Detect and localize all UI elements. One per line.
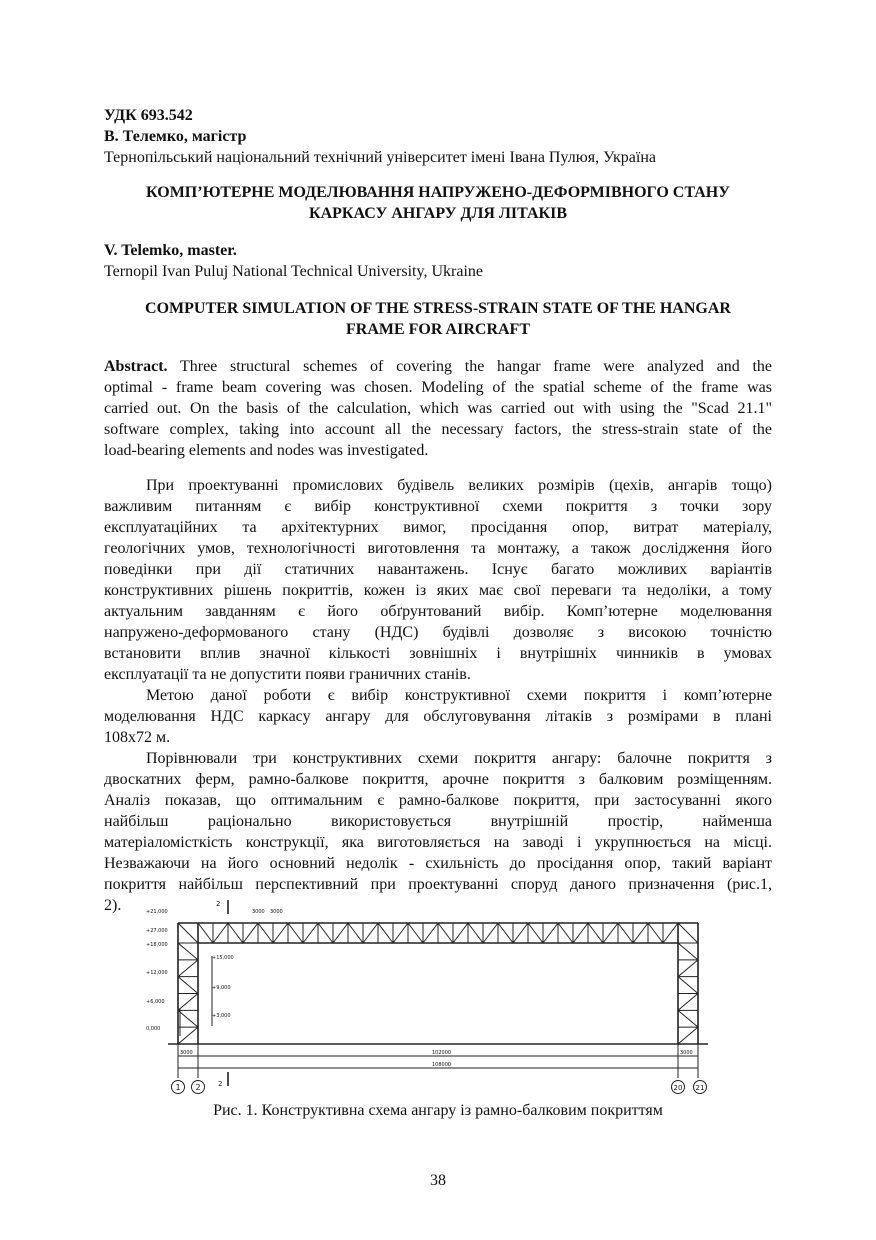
level-label: 0,000 <box>146 1026 161 1032</box>
level-label: +15,000 <box>212 955 234 961</box>
column-diagonal <box>178 994 198 1011</box>
truss-diagonal <box>318 923 333 943</box>
body-line: актуальним завданням є його обґрунтований вибір. Комп’ютерне моделювання <box>104 603 772 620</box>
truss-diagonal <box>438 923 453 943</box>
truss-diagonal <box>603 923 618 943</box>
right-column-web <box>678 923 698 1044</box>
level-label: +21,000 <box>146 909 168 915</box>
body-line: експлуатації та не допустити появи граничних станів. <box>104 666 471 683</box>
dimension-label: 3000 <box>680 1050 693 1056</box>
column-diagonal <box>678 1010 698 1027</box>
column-diagonal <box>678 977 698 994</box>
truss-diagonal <box>408 923 423 943</box>
truss-diagonal <box>423 923 438 943</box>
figure-caption: Рис. 1. Конструктивна схема ангару із рамно-балковим покриттям <box>213 1102 663 1119</box>
body-line: 2). <box>104 897 122 914</box>
body-line: найбільш раціонально використовується внутрішній простір, найменша <box>104 813 772 830</box>
body-line: встановити вплив значної кількості зовнішніх і внутрішніх чинників в умовах <box>104 645 772 662</box>
left-column-web <box>178 923 198 1044</box>
body-line: Аналіз показав, що оптимальним є рамно-балкове покриття, при застосуванні якого <box>104 792 772 809</box>
body-line: важливим питанням є вибір конструктивної схеми покриття з точки зору <box>104 498 772 515</box>
udk-code: УДК 693.542 <box>104 107 193 124</box>
body-line: Метою даної роботи є вибір конструктивної схеми покриття і комп’ютерне <box>146 687 772 704</box>
page-number: 38 <box>430 1172 446 1189</box>
abstract-line <box>104 356 772 377</box>
body-line: напружено-деформованого стану (НДС) будівлі дозволяє з високою точністю <box>104 624 772 641</box>
header-block <box>104 105 772 168</box>
abstract-label: Abstract. <box>104 358 168 375</box>
abstract-line: software complex, taking into account all the necessary factors, the stress-strain state of the <box>104 421 772 438</box>
truss-diagonal <box>543 923 558 943</box>
ua-author: В. Телемко, магістр <box>104 128 247 145</box>
en-title-line: COMPUTER SIMULATION OF THE STRESS-STRAIN STATE OF THE HANGAR <box>145 300 731 317</box>
hangar-frame-drawing <box>140 896 720 1101</box>
column-diagonal <box>178 943 198 960</box>
section-mark-label: 2 <box>218 1080 223 1088</box>
level-label: +27,000 <box>146 928 168 934</box>
column-diagonal <box>678 943 698 960</box>
truss-web <box>198 923 678 943</box>
truss-diagonal <box>663 923 678 943</box>
en-header <box>104 240 772 282</box>
truss-diagonal <box>558 923 573 943</box>
column-diagonal <box>678 1027 698 1044</box>
abstract-line: load-bearing elements and nodes was investigated. <box>104 442 429 459</box>
column-diagonal <box>178 1010 198 1027</box>
body-line: При проектуванні промислових будівель великих розмірів (цехів, ангарів тощо) <box>146 477 772 494</box>
column-diagonal <box>678 994 698 1011</box>
body-line: Порівнювали три конструктивних схеми покриття ангару: балочне покриття з <box>146 750 772 767</box>
section-mark-label: 2 <box>216 900 221 908</box>
truss-diagonal <box>348 923 363 943</box>
body-line: 108х72 м. <box>104 729 171 746</box>
dimension-label: 102000 <box>432 1050 452 1056</box>
en-affiliation: Ternopil Ivan Puluj National Technical University, Ukraine <box>104 263 483 280</box>
truss-diagonal <box>528 923 543 943</box>
truss-diagonal <box>633 923 648 943</box>
level-label: +3,000 <box>212 1013 231 1019</box>
en-author: V. Telemko, master. <box>104 242 237 259</box>
level-label: +6,000 <box>146 999 165 1005</box>
truss-diagonal <box>498 923 513 943</box>
level-label: +18,000 <box>146 942 168 948</box>
ua-title-line: КАРКАСУ АНГАРУ ДЛЯ ЛІТАКІВ <box>308 205 568 222</box>
truss-diagonal <box>483 923 498 943</box>
truss-diagonal <box>258 923 273 943</box>
dimension-label: 3000 <box>252 909 265 915</box>
truss-diagonal <box>303 923 318 943</box>
body-line: двоскатних ферм, рамно-балкове покриття, арочне покриття з балковим розміщенням. <box>104 771 772 788</box>
axis-label: 21 <box>695 1084 705 1092</box>
dimension-label: 108000 <box>432 1062 452 1068</box>
truss-diagonal <box>393 923 408 943</box>
column-diagonal <box>678 960 698 977</box>
abstract <box>104 356 772 461</box>
axis-label: 1 <box>175 1083 181 1092</box>
level-label: +12,000 <box>146 970 168 976</box>
body-line: Незважаючи на його основний недолік - схильність до просідання опор, такий варіант <box>104 855 772 872</box>
ua-title-line: КОМП’ЮТЕРНЕ МОДЕЛЮВАННЯ НАПРУЖЕНО-ДЕФОРМІВНОГО СТАНУ <box>146 184 730 201</box>
truss-diagonal <box>588 923 603 943</box>
body-line: поведінки при дії статичних навантажень. Існує багато можливих варіантів <box>104 561 772 578</box>
body-line: геологічних умов, технологічності виготовлення та монтажу, а також дослідження його <box>104 540 772 557</box>
body-line: матеріаломісткість конструкції, яка виготовляється на заводі і укрупнюється на місці. <box>104 834 772 851</box>
dimension-label: 3000 <box>270 909 283 915</box>
truss-diagonal <box>468 923 483 943</box>
body-line: покриття найбільш перспективний при проектуванні споруд даного призначення (рис.1, <box>104 876 772 893</box>
en-title <box>104 298 772 340</box>
column-diagonal <box>178 977 198 994</box>
body-line: моделювання НДС каркасу ангару для обслуговування літаків з розмірами в плані <box>104 708 772 725</box>
truss-diagonal <box>243 923 258 943</box>
truss-diagonal <box>228 923 243 943</box>
truss-diagonal <box>378 923 393 943</box>
column-diagonal <box>178 960 198 977</box>
truss-diagonal <box>288 923 303 943</box>
truss-diagonal <box>333 923 348 943</box>
truss-diagonal <box>618 923 633 943</box>
ua-affiliation: Тернопільський національний технічний університет імені Івана Пулюя, Україна <box>104 149 656 166</box>
abstract-text: Three structural schemes of covering the hangar frame were analyzed and the <box>167 358 772 375</box>
ua-title <box>104 182 772 224</box>
truss-diagonal <box>648 923 663 943</box>
axis-label: 2 <box>195 1083 201 1092</box>
level-label: +9,000 <box>212 985 231 991</box>
truss-diagonal <box>273 923 288 943</box>
en-title-line: FRAME FOR AIRCRAFT <box>346 321 530 338</box>
column-diagonal <box>178 1027 198 1044</box>
abstract-line: carried out. On the basis of the calculation, which was carried out with using the "Scad 21.1" <box>104 400 772 417</box>
truss-diagonal <box>363 923 378 943</box>
abstract-line: optimal - frame beam covering was chosen. Modeling of the spatial scheme of the frame was <box>104 379 772 396</box>
dimension-label: 3000 <box>180 1050 193 1056</box>
body-line: експлуатаційних та архітектурних вимог, просідання опор, витрат матеріалу, <box>104 519 772 536</box>
truss-diagonal <box>513 923 528 943</box>
truss-diagonal <box>573 923 588 943</box>
body-line: конструктивних рішень покриттів, кожен із яких має свої переваги та недоліки, а тому <box>104 582 772 599</box>
column-diagonal <box>678 923 698 943</box>
truss-diagonal <box>198 923 213 943</box>
truss-diagonal <box>453 923 468 943</box>
paragraph-1 <box>104 475 772 916</box>
axis-label: 20 <box>673 1084 683 1092</box>
truss-diagonal <box>213 923 228 943</box>
column-diagonal <box>178 923 198 943</box>
